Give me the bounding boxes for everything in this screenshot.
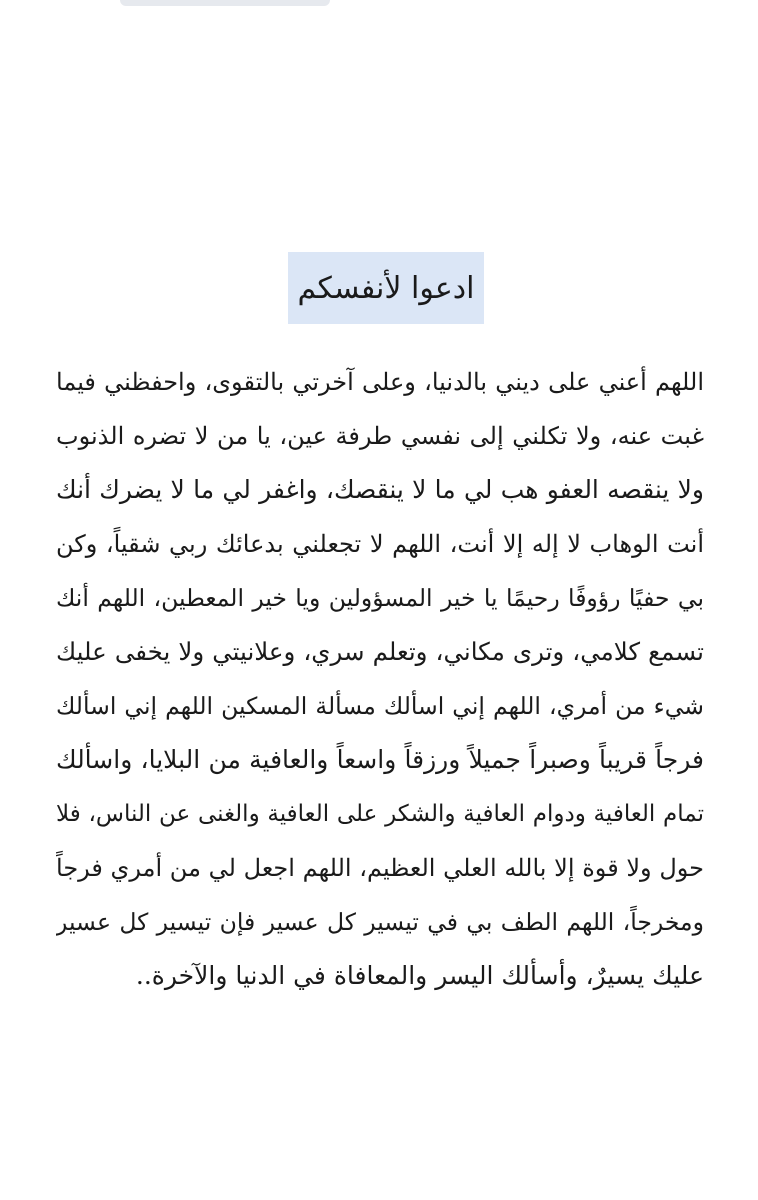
- title-box: [288, 252, 484, 324]
- text-line: غبت عنه، ولا تكلني إلى نفسي طرفة عين، يا من لا تضره الذنوب: [56, 422, 704, 450]
- text-line: فرجاً قريباً وصبراً جميلاً ورزقاً واسعاً والعافية من البلايا، واسألك: [56, 745, 704, 774]
- prayer-text: [56, 355, 704, 1003]
- text-line: شيء من أمري، اللهم إني اسألك مسألة المسكين اللهم إني اسألك: [56, 692, 704, 720]
- text-line: اللهم أعني على ديني بالدنيا، وعلى آخرتي بالتقوى، واحفظني فيما: [56, 368, 704, 396]
- text-line: ولا ينقصه العفو هب لي ما لا ينقصك، واغفر لي ما لا يضرك أنك: [56, 475, 704, 504]
- text-line: حول ولا قوة إلا بالله العلي العظيم، اللهم اجعل لي من أمري فرجاً: [56, 854, 704, 882]
- text-line: تسمع كلامي، وترى مكاني، وتعلم سري، وعلانيتي ولا يخفى عليك: [56, 637, 704, 666]
- top-edge-bar: [120, 0, 330, 6]
- text-line: بي حفيًا رؤوفًا رحيمًا يا خير المسؤولين ويا خير المعطين، اللهم أنك: [56, 584, 704, 612]
- page-title: ادعوا لأنفسكم: [297, 270, 475, 306]
- text-line: ومخرجاً، اللهم الطف بي في تيسير كل عسير فإن تيسير كل عسير: [56, 908, 704, 936]
- text-line: أنت الوهاب لا إله إلا أنت، اللهم لا تجعلني بدعائك ربي شقياً، وكن: [56, 530, 704, 558]
- text-line: تمام العافية ودوام العافية والشكر على العافية والغنى عن الناس، فلا: [56, 801, 704, 827]
- text-line: عليك يسيرٌ، وأسألك اليسر والمعافاة في الدنيا والآخرة..: [135, 961, 704, 990]
